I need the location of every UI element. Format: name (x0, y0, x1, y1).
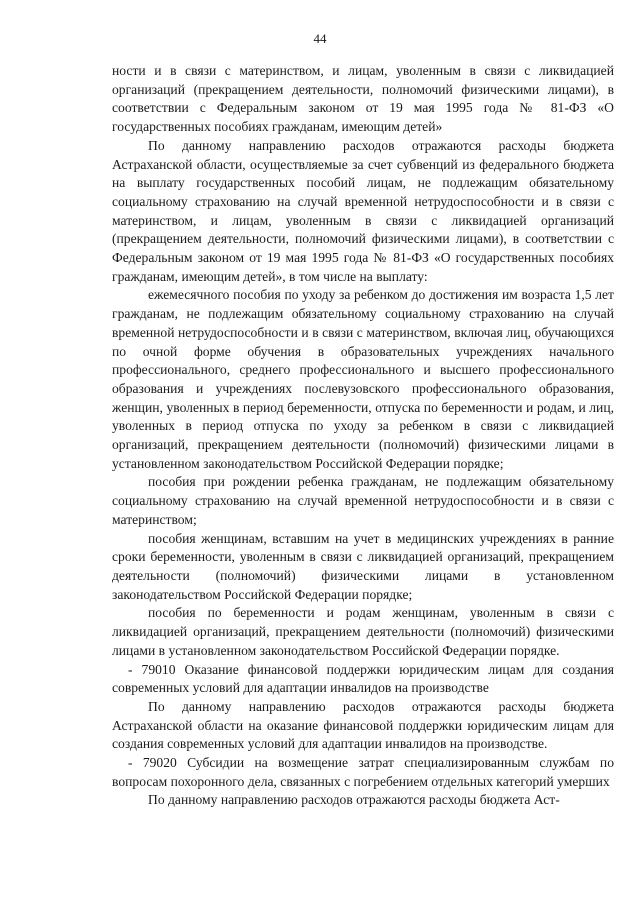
paragraph: ежемесячного пособия по уходу за ребенком до достижения им возраста 1,5 лет гражданам, не подлежащим обязательному социальному страхованию на случай временной нетрудоспособности и в связи с материнством, включая лиц, обучающихся по очной форме обучения в образовательных учреждениях начального профессионального, среднего профессионального и высшего профессионального образования и учреждениях послевузовского профессионального образования, женщин, уволенных в период беременности, отпуска по беременности и родам, и лиц, уволенных в период отпуска по уходу за ребенком в связи с ликвидацией организаций, прекращением деятельности (полномочий) физическими лицами в установленном законодательством Российской Федерации порядке; (112, 287, 614, 471)
paragraph: - 79010 Оказание финансовой поддержки юридическим лицам для создания современных условий для адаптации инвалидов на производстве (112, 661, 614, 696)
paragraph: По данному направлению расходов отражаются расходы бюджета Астраханской области на оказание финансовой поддержки юридическим лицам для создания современных условий для адаптации инвалидов на производстве. (112, 698, 614, 752)
paragraph: пособия при рождении ребенка гражданам, не подлежащим обязательному социальному страхованию на случай временной нетрудоспособности и в связи с материнством; (112, 474, 614, 527)
paragraph: - 79020 Субсидии на возмещение затрат специализированным службам по вопросам похоронного дела, связанных с погребением отдельных категорий умерших (112, 755, 614, 789)
paragraph: ности и в связи с материнством, и лицам, уволенным в связи с ликвидацией организаций (прекращением деятельности, полномочий физическими лицами), в соответствии с Федеральным законом от 19 мая 1995 года № 81-ФЗ «О государственных пособиях гражданам, имеющим детей» (112, 63, 614, 135)
paragraph: пособия женщинам, вставшим на учет в медицинских учреждениях в ранние сроки беременности, уволенным в связи с ликвидацией организаций, прекращением деятельности (полномочий) физическими лицами в установленном законодательством Российской Федерации порядке; (112, 530, 614, 602)
paragraph: По данному направлению расходов отражаются расходы бюджета Астраханской области, осуществляемые за счет субвенций из федерального бюджета на выплату государственных пособий лицам, не подлежащим обязательному социальному страхованию на случай временной нетрудоспособности и в связи с материнством, и лицам, уволенным в связи с ликвидацией организаций (прекращением деятельности, полномочий физическими лицами), в соответствии с Федеральным законом от 19 мая 1995 года № 81-ФЗ «О государственных пособиях гражданам, имеющим детей», в том числе на выплату: (112, 137, 614, 284)
body-text (112, 62, 614, 810)
paragraph: По данному направлению расходов отражаются расходы бюджета Аст- (148, 792, 560, 808)
paragraph: пособия по беременности и родам женщинам, уволенным в связи с ликвидацией организаций, прекращением деятельности (полномочий) физическими лицами в установленном законодательством Российской Федерации порядке. (112, 605, 614, 658)
page-number: 44 (313, 31, 327, 46)
